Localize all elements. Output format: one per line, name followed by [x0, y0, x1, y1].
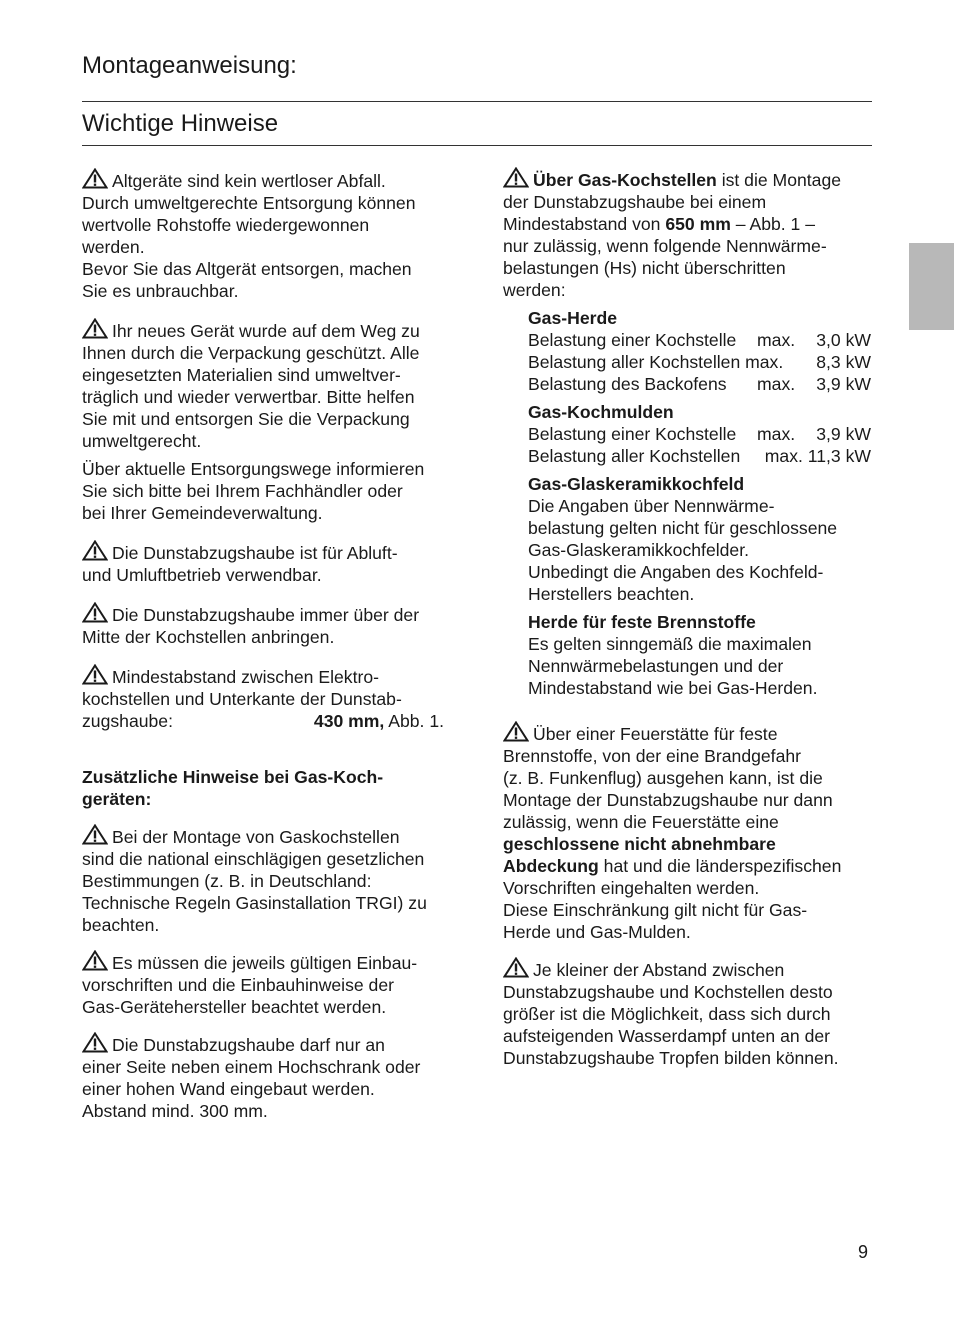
warning-icon: [82, 168, 108, 189]
warning-icon: [82, 664, 108, 685]
section-rule: [82, 145, 872, 146]
note-packaging: Ihr neues Gerät wurde auf dem Weg zu Ihnen durch die Verpackung geschützt. Alle eingesetzten Materialien sind umweltver- träglich und wieder verwertbar. Bitte helfen Sie mit und entsorgen Sie die Verpackung umweltgerecht.: [82, 318, 457, 452]
note-gas-regulations: Bei der Montage von Gaskochstellen sind die national einschlägigen gesetzlichen Bestimmungen (z. B. in Deutschland: Technische Regeln Gasinstallation TRGI) zu beachten.: [82, 824, 457, 936]
gas-ceramic-block: Gas-Glaskeramikkochfeld Die Angaben über Nennwärme- belastung gelten nicht für geschlossene Gas-Glaskeramikkochfelder. Unbedingt die Angaben des Kochfeld- Herstellers beachten.: [528, 474, 838, 604]
gas-notes-heading: Zusätzliche Hinweise bei Gas-Koch- geräten:: [82, 767, 384, 809]
load-row: Belastung einer Kochstelle max. 3,9 kW: [528, 424, 871, 444]
note-installation-rules: Es müssen die jeweils gültigen Einbau- vorschriften und die Einbauhinweise der Gas-Gerätehersteller beachtet werden.: [82, 950, 457, 1018]
page-number: 9: [858, 1242, 869, 1262]
warning-icon: [82, 1032, 108, 1053]
note-operation-mode: Die Dunstabzugshaube ist für Abluft- und Umluftbetrieb verwendbar.: [82, 540, 457, 586]
warning-icon: [82, 602, 108, 623]
load-row: Belastung aller Kochstellen max. 8,3 kW: [528, 352, 871, 372]
section-tab-marker: [909, 243, 954, 330]
note-side-clearance: Die Dunstabzugshaube darf nur an einer Seite neben einem Hochschrank oder einer hohen Wand eingebaut werden. Abstand mind. 300 mm.: [82, 1032, 457, 1122]
warning-icon: [82, 540, 108, 561]
right-column: [503, 167, 871, 1069]
warning-icon: [503, 167, 529, 188]
gas-hobs-block: Gas-Kochmulden Belastung einer Kochstelle max. 3,9 kW Belastung aller Kochstellen max. 11,3 kW: [528, 402, 871, 466]
section-title: Wichtige Hinweise: [82, 110, 279, 137]
left-column: [82, 168, 457, 1122]
load-row: Belastung einer Kochstelle max. 3,0 kW: [528, 330, 871, 350]
warning-icon: [503, 721, 529, 742]
warning-icon: [82, 318, 108, 339]
title-rule: [82, 101, 872, 102]
note-center-mount: Die Dunstabzugshaube immer über der Mitte der Kochstellen anbringen.: [82, 602, 457, 648]
note-disposal: Altgeräte sind kein wertloser Abfall. Durch umweltgerechte Entsorgung können wertvolle Rohstoffe wiedergewonnen werden. Bevor Sie das Altgerät entsorgen, machen Sie es unbrauchbar.: [82, 168, 457, 302]
gas-cookers-block: Gas-Herde Belastung einer Kochstelle max. 3,0 kW Belastung aller Kochstellen max. 8,3 kW Belastung des Backofens max. 3,9 kW: [528, 308, 871, 394]
note-disposal-info: Über aktuelle Entsorgungswege informieren Sie sich bitte bei Ihrem Fachhändler oder bei Ihrer Gemeindeverwaltung.: [82, 459, 425, 523]
solid-fuel-block: Herde für feste Brennstoffe Es gelten sinngemäß die maximalen Nennwärmebelastungen und der Mindestabstand wie bei Gas-Herden.: [528, 612, 818, 698]
warning-icon: [82, 824, 108, 845]
load-row: Belastung aller Kochstellen max. 11,3 kW: [528, 446, 871, 466]
page-title: Montageanweisung:: [82, 52, 297, 79]
note-gas-hobs: Über Gas-Kochstellen ist die Montage der Dunstabzugshaube bei einem Mindestabstand von 650 mm – Abb. 1 – nur zulässig, wenn folgende Nennwärme- belastungen (Hs) nicht überschritten werden:: [503, 167, 871, 301]
warning-icon: [82, 950, 108, 971]
note-solid-fuel: Über einer Feuerstätte für feste Brennstoffe, von der eine Brandgefahr (z. B. Funkenflug) ausgehen kann, ist die Montage der Dunstabzugshaube nur dann zulässig, wenn die Feuerstätte eine geschlossene nicht abnehmbare Abdeckung hat und die länderspezifischen Vorschriften eingehalten werden. Diese Einschränkung gilt nicht für Gas- Herde und Gas-Mulden.: [503, 721, 871, 943]
load-row: Belastung des Backofens max. 3,9 kW: [528, 374, 871, 394]
note-min-distance: Mindestabstand zwischen Elektro- kochstellen und Unterkante der Dunstab- zugshaube: 430 mm, Abb. 1.: [82, 664, 457, 732]
warning-icon: [503, 957, 529, 978]
note-condensation: Je kleiner der Abstand zwischen Dunstabzugshaube und Kochstellen desto größer ist die Möglichkeit, dass sich durch aufsteigenden Wasserdampf unten an der Dunstabzugshaube Tropfen bilden können.: [503, 957, 871, 1069]
